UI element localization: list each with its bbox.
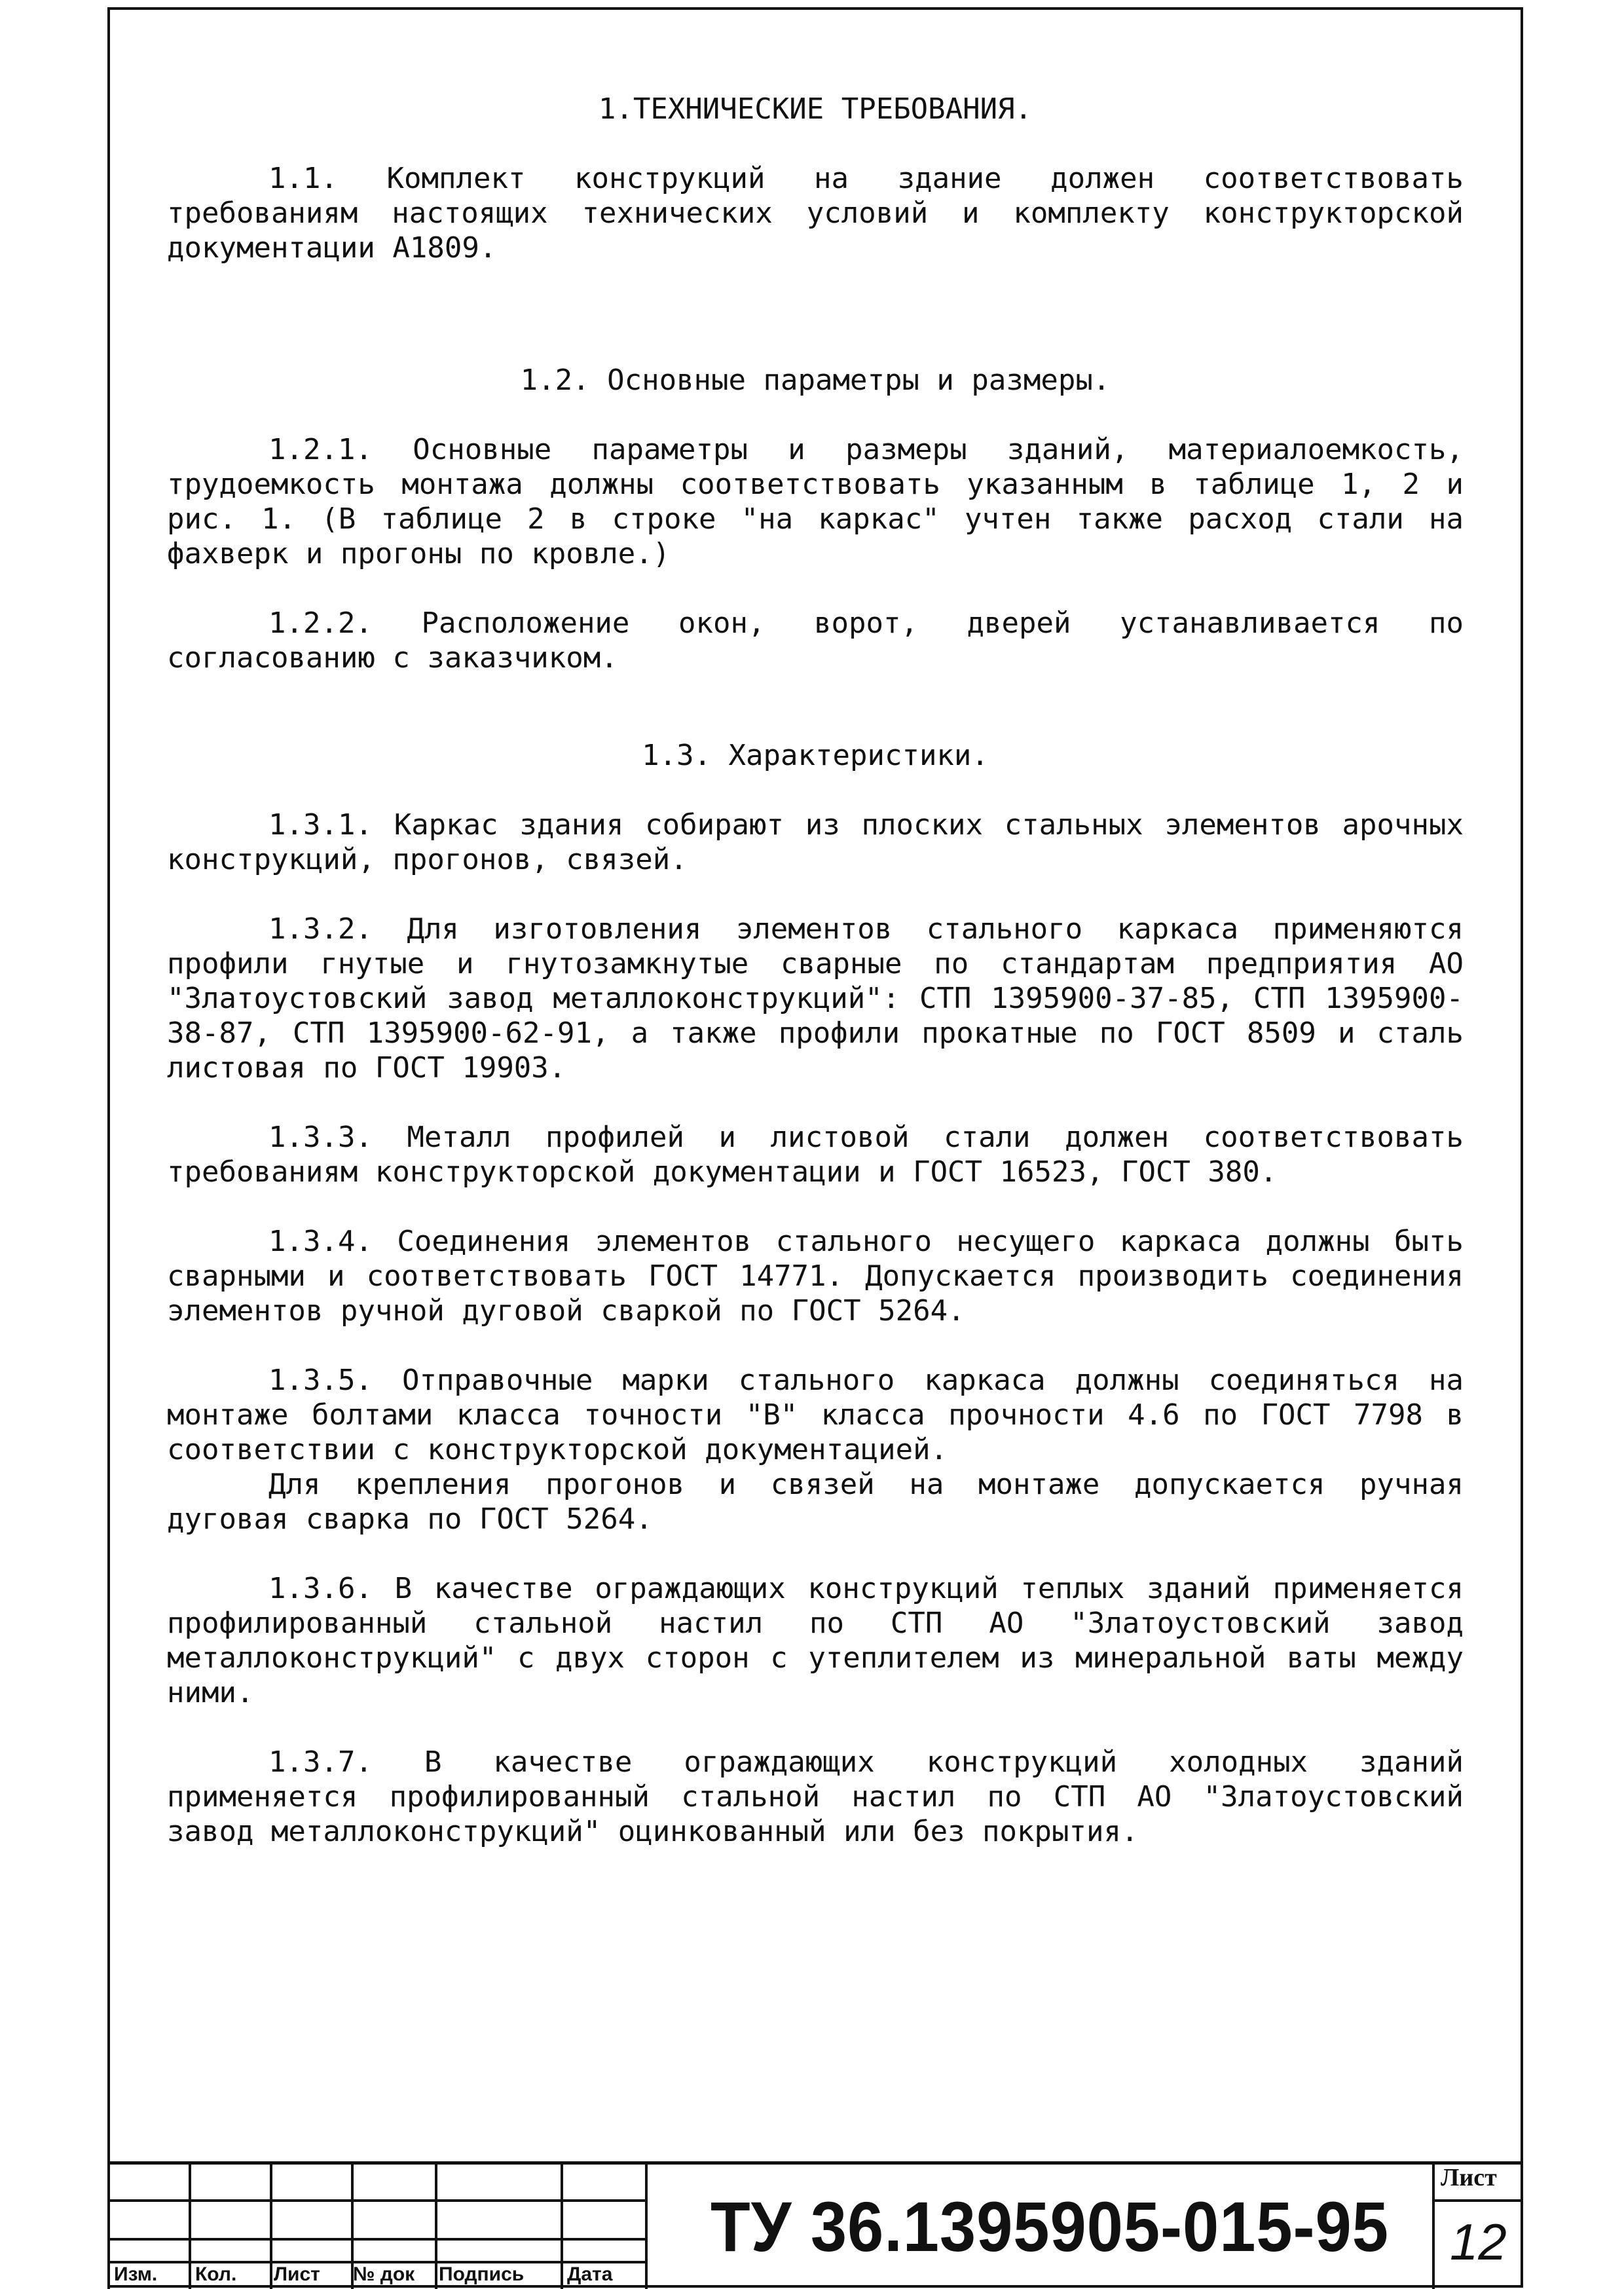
paragraph-1-3-5: 1.3.5. Отправочные марки стального каркаса должны соединяться на монтаже болтами класса точности "В" класса прочности 4.6 по ГОСТ 7798 в соответствии с конструкторской документацией. [167, 1364, 1464, 1466]
sheet-label: Лист [1441, 2164, 1497, 2191]
section-title: 1.ТЕХНИЧЕСКИЕ ТРЕБОВАНИЯ. [598, 92, 1033, 126]
subsection-heading-1-2: 1.2. Основные параметры и размеры. [520, 363, 1111, 397]
paragraph-1-3-5-continuation: Для крепления прогонов и связей на монтаже допускается ручная дуговая сварка по ГОСТ 5264. [167, 1468, 1464, 1536]
paragraph-1-3-6: 1.3.6. В качестве ограждающих конструкций теплых зданий применяется профилированный стальной настил по СТП АО "Златоустовский завод металлоконструкций" с двух сторон с утеплителем из минеральной ваты между ними. [167, 1572, 1464, 1709]
stamp-label-sheet: Лист [274, 2263, 320, 2285]
stamp-label-change: Изм. [114, 2263, 158, 2285]
paragraph-1-3-3: 1.3.3. Металл профилей и листовой стали должен соответствовать требованиям конструкторской документации и ГОСТ 16523, ГОСТ 380. [167, 1121, 1464, 1189]
stamp-label-doc-no: № док [353, 2263, 415, 2285]
stamp-label-date: Дата [567, 2263, 613, 2285]
paragraph-1-3-2: 1.3.2. Для изготовления элементов стального каркаса применяются профили гнутые и гнутозамкнутые сварные по стандартам предприятия АО "Златоустовский завод металлоконструкций": СТП 1395900-37-85, СТП 1395900-38-87, СТП 1395900-62-91, а также профили прокатные по ГОСТ 8509 и сталь листовая по ГОСТ 19903. [167, 912, 1464, 1085]
stamp-label-signature: Подпись [439, 2263, 525, 2285]
paragraph-1-3-4: 1.3.4. Соединения элементов стального несущего каркаса должны быть сварными и соответствовать ГОСТ 14771. Допускается производить соединения элементов ручной дуговой сваркой по ГОСТ 5264. [167, 1225, 1464, 1328]
paragraph-1-2-2: 1.2.2. Расположение окон, ворот, дверей устанавливается по согласованию с заказчиком. [167, 606, 1464, 675]
stamp-label-count: Кол. [195, 2263, 237, 2285]
document-body [167, 92, 1464, 1849]
document-code: ТУ 36.1395905-015-95 [710, 2187, 1389, 2266]
sheet-number: 12 [1450, 2213, 1507, 2271]
paragraph-1-1: 1.1. Комплект конструкций на здание должен соответствовать требованиям настоящих технических условий и комплекту конструкторской документации А1809. [167, 162, 1464, 265]
paragraph-1-3-1: 1.3.1. Каркас здания собирают из плоских стальных элементов арочных конструкций, прогонов, связей. [167, 808, 1464, 876]
paragraph-1-3-7: 1.3.7. В качестве ограждающих конструкций холодных зданий применяется профилированный стальной настил по СТП АО "Златоустовский завод металлоконструкций" оцинкованный или без покрытия. [167, 1745, 1464, 1848]
subsection-heading-1-3: 1.3. Характеристики. [642, 739, 989, 772]
paragraph-1-2-1: 1.2.1. Основные параметры и размеры зданий, материалоемкость, трудоемкость монтажа должны соответствовать указанным в таблице 1, 2 и рис. 1. (В таблице 2 в строке "на каркас" учтен также расход стали на фахверк и прогоны по кровле.) [167, 433, 1464, 570]
